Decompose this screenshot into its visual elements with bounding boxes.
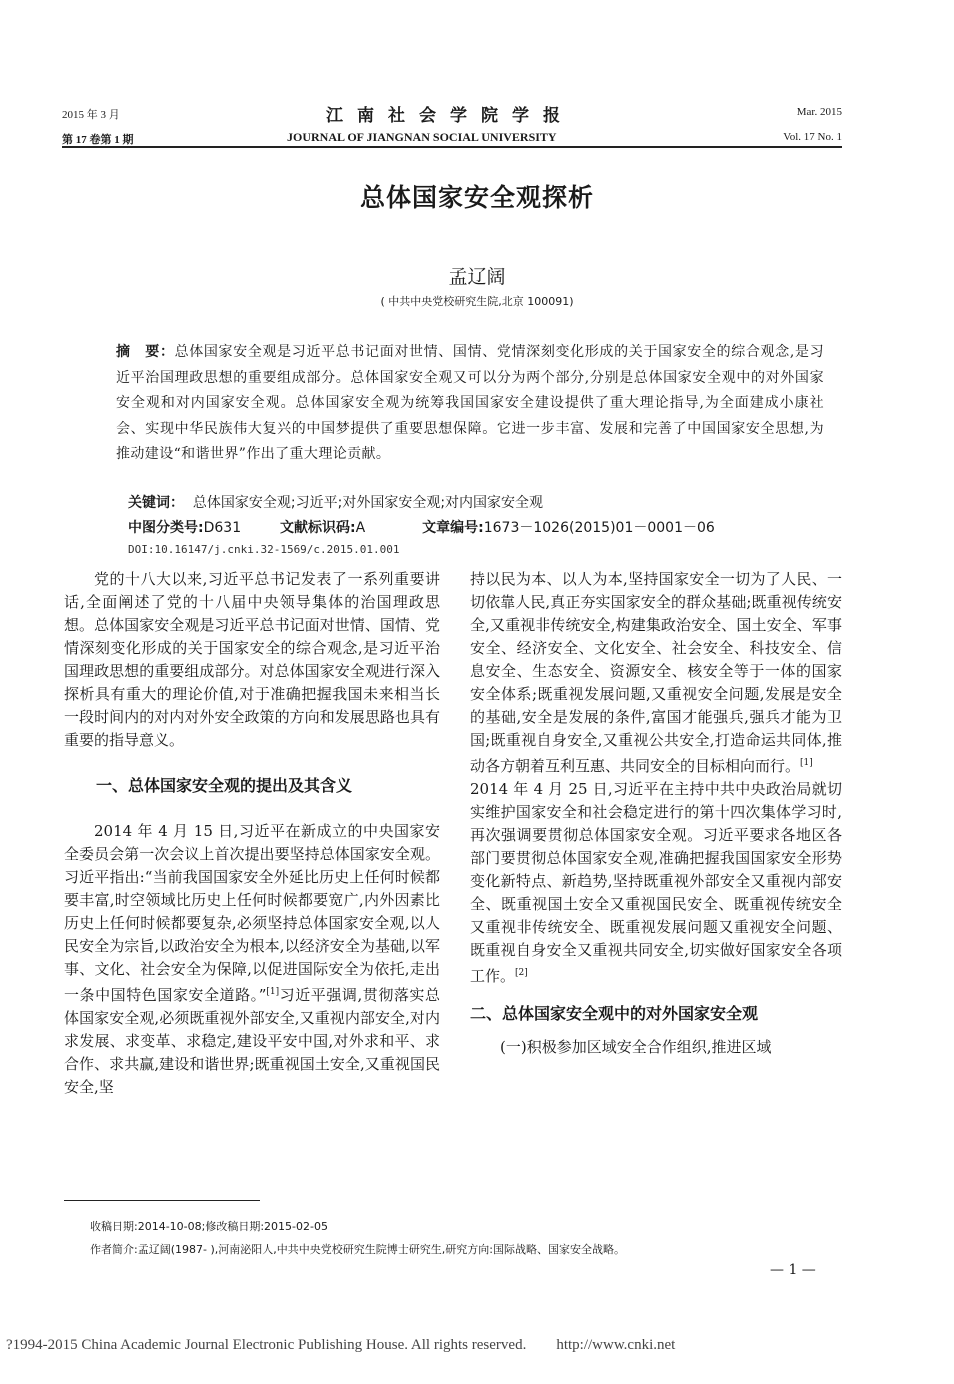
- right-paragraph-1: [470, 568, 842, 778]
- abstract-label: 摘 要：: [116, 344, 175, 360]
- footnote-received: 收稿日期:2014-10-08;修改稿日期:2015-02-05: [90, 1220, 328, 1233]
- citation-ref: [1]: [266, 987, 280, 997]
- header-date-en: Mar. 2015: [796, 106, 842, 118]
- article-author: 孟辽阔: [448, 266, 506, 288]
- page-number: — 1 —: [770, 1262, 816, 1278]
- header-date-cn: 2015 年 3 月: [62, 109, 120, 121]
- doc-code-label: 文献标识码:: [280, 520, 356, 536]
- doi: DOI:10.16147/j.cnki.32-1569/c.2015.01.001: [128, 543, 400, 556]
- clc-label: 中图分类号:: [128, 520, 204, 536]
- abstract-text: 总体国家安全观是习近平总书记面对世情、国情、党情深刻变化形成的关于国家安全的综合观念,是习近平治国理政思想的重要组成部分。总体国家安全观又可以分为两个部分,分别是总体国家安全观中的对外国家安全观和对内国家安全观。总体国家安全观为统筹我国国家安全建设提供了重大理论指导,为全面建成小康社会、实现中华民族伟大复兴的中国梦提供了重要思想保障。它进一步丰富、发展和完善了中国国家安全思想,为推动建设“和谐世界”作出了重大理论贡献。: [116, 344, 824, 462]
- journal-title-en: JOURNAL OF JIANGNAN SOCIAL UNIVERSITY: [287, 130, 557, 144]
- section1-text: 2014 年 4 月 15 日,习近平在新成立的中央国家安全委员会第一次会议上首次提出要坚持总体国家安全观。习近平指出:“当前我国国家安全外延比历史上任何时候都要丰富,时空领域比历史上任何时候都要宽广,内外因素比历史上任何时候都要复杂,必须坚持总体国家安全观,以人民安全为宗旨,以政治安全为根本,以经济安全为基础,以军事、文化、社会安全为保障,以促进国际安全为依托,走出一条中国特色国家安全道路。”: [64, 822, 440, 1004]
- section1-text-cont: 习近平强调,贯彻落实总体国家安全观,必须既重视外部安全,又重视内部安全,对内求发展、求变革、求稳定,建设平安中国,对外求和平、求合作、求共赢,建设和谐世界;既重视国土安全,又重视国民安全,坚: [64, 986, 440, 1096]
- journal-title-cn: 江南社会学院学报: [326, 106, 574, 126]
- footnote-author-bio: 作者简介:孟辽阔(1987- ),河南泌阳人,中共中央党校研究生院博士研究生,研究方向:国际战略、国家安全战略。: [90, 1243, 625, 1256]
- classification-line: [128, 517, 828, 537]
- left-column: [64, 568, 440, 1099]
- header-rule: [62, 146, 842, 148]
- keywords-line: [128, 492, 543, 512]
- copyright-footer: ?1994-2015 China Academic Journal Electronic Publishing House. All rights reserved. http://www.cnki.net: [6, 1337, 676, 1353]
- subsection-paragraph: (一)积极参加区域安全合作组织,推进区域: [500, 1038, 772, 1056]
- article-title: 总体国家安全观探析: [359, 183, 594, 212]
- doc-code: A: [355, 520, 366, 536]
- right-column: [470, 568, 842, 1059]
- intro-paragraph: 党的十八大以来,习近平总书记发表了一系列重要讲话,全面阐述了党的十八届中央领导集体的治国理政思想。总体国家安全观是习近平总书记面对世情、国情、党情深刻变化形成的关于国家安全的综合观念,是习近平治国理政思想的重要组成部分。对总体国家安全观进行深入探析具有重大的理论价值,对于准确把握我国未来相当长一段时间内的对内对外安全政策的方向和发展思路也具有重要的指导意义。: [64, 570, 440, 749]
- article-no: 1673－1026(2015)01－0001－06: [483, 520, 715, 536]
- citation-ref: [2]: [515, 968, 528, 978]
- keywords-label: 关键词：: [128, 495, 184, 511]
- section-heading-1: 一、总体国家安全观的提出及其含义: [96, 776, 353, 795]
- abstract: [116, 340, 824, 468]
- section1-paragraph: [64, 820, 440, 1099]
- header-volume-cn: 第 17 卷第 1 期: [62, 134, 134, 146]
- citation-ref: [1]: [800, 758, 813, 768]
- keywords: 总体国家安全观;习近平;对外国家安全观;对内国家安全观: [192, 495, 544, 511]
- right-text-1: 持以民为本、以人为本,坚持国家安全一切为了人民、一切依靠人民,真正夯实国家安全的群众基础;既重视传统安全,又重视非传统安全,构建集政治安全、国土安全、军事安全、经济安全、文化安全、社会安全、科技安全、信息安全、生态安全、资源安全、核安全等于一体的国家安全体系;既重视发展问题,又重视安全问题,发展是安全的基础,安全是发展的条件,富国才能强兵,强兵才能为卫国;既重视自身安全,又重视公共安全,打造命运共同体,推动各方朝着互利互惠、共同安全的目标相向而行。: [470, 570, 842, 775]
- article-no-label: 文章编号:: [422, 520, 484, 536]
- right-text-2: 2014 年 4 月 25 日,习近平在主持中共中央政治局就切实维护国家安全和社会稳定进行的第十四次集体学习时,再次强调要贯彻总体国家安全观。习近平要求各地区各部门要贯彻总体国家安全观,准确把握我国国家安全形势变化新特点、新趋势,坚持既重视外部安全又重视内部安全、既重视国土安全又重视国民安全、既重视传统安全又重视非传统安全、既重视发展问题又重视安全问题、既重视自身安全又重视共同安全,切实做好国家安全各项工作。: [470, 780, 842, 985]
- header-volume-en: Vol. 17 No. 1: [783, 131, 842, 143]
- section-heading-2: 二、总体国家安全观中的对外国家安全观: [470, 1004, 759, 1023]
- clc-code: D631: [203, 520, 242, 536]
- author-affiliation: ( 中共中央党校研究生院,北京 100091): [380, 295, 574, 308]
- right-paragraph-2: [470, 778, 842, 988]
- footnote-rule: [64, 1200, 260, 1201]
